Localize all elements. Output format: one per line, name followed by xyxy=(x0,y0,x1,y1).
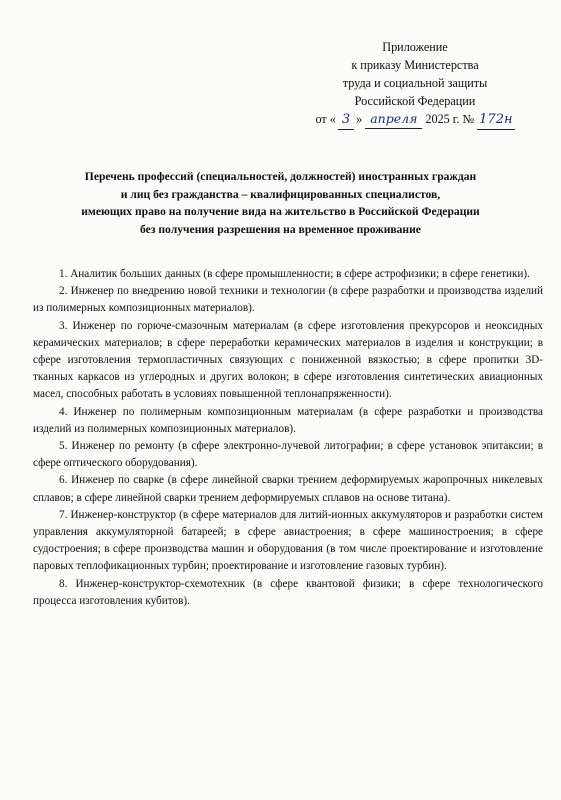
order-number-handwritten: 172н xyxy=(477,111,514,130)
order-date-number-line xyxy=(300,110,530,130)
list-item: 3. Инженер по горюче-смазочным материалам (в сфере изготовления прекурсоров и неоксидных керамических материалов; в сфере переработки керамических материалов в изделия и конструкции; в сфере изготовления термопластичных связующих с пониженной вязкостью; в сфере пропитки 3D-тканных каркасов из углеродных и других волокон; в сфере изготовления синтетических авиационных масел, способных работать в условиях повышенной теплонапряженности). xyxy=(33,319,543,401)
order-prefix: от « xyxy=(315,112,336,126)
list-item: 4. Инженер по полимерным композиционным материалам (в сфере разработки и производства изделий из полимерных композиционных материалов). xyxy=(33,405,543,435)
list-item: 5. Инженер по ремонту (в сфере электронно-лучевой литографии; в сфере установок эпитаксии; в сфере оптического оборудования). xyxy=(33,440,543,470)
list-item: 2. Инженер по внедрению новой техники и технологии (в сфере разработки и производства изделий из полимерных композиционных материалов). xyxy=(33,285,543,315)
list-item: 8. Инженер-конструктор-схемотехник (в сфере квантовой физики; в сфере технологического процесса изготовления кубитов). xyxy=(33,577,543,607)
order-year-text: 2025 г. № xyxy=(425,112,475,126)
appendix-header xyxy=(300,38,530,130)
order-day-handwritten: 3 xyxy=(338,111,354,130)
title-line-4: без получения разрешения на временное проживание xyxy=(140,222,421,236)
appendix-line-3: труда и социальной защиты xyxy=(342,76,488,90)
list-item: 6. Инженер по сварке (в сфере линейной сварки трением деформируемых жаропрочных никелевых сплавов; в сфере линейной сварки трением деформируемых сплавов на основе титана). xyxy=(33,474,543,504)
title-line-2: и лиц без гражданства – квалифицированных специалистов, xyxy=(120,187,441,201)
appendix-line-1: Приложение xyxy=(382,40,448,54)
list-item: 1. Аналитик больших данных (в сфере промышленности; в сфере астрофизики; в сфере генетики). xyxy=(59,268,530,280)
order-quote-close: » xyxy=(356,112,363,126)
order-month-handwritten: апреля xyxy=(365,110,422,129)
list-item: 7. Инженер-конструктор (в сфере материалов для литий-ионных аккумуляторов и разработки систем управления аккумуляторной батареей; в сфере авиастроения; в сфере машиностроения; в сфере судостроения; в сфере производства машин и оборудования (в том числе проектирование и изготовление паровых теплофикационных турбин; проектирование и изготовление газовых турбин). xyxy=(33,508,543,573)
title-line-3: имеющих право на получение вида на жительство в Российской Федерации xyxy=(81,205,480,218)
document-title xyxy=(28,168,533,238)
title-line-1: Перечень профессий (специальностей, должностей) иностранных граждан xyxy=(84,170,477,183)
appendix-line-4: Российской Федерации xyxy=(354,94,476,108)
profession-list xyxy=(33,266,543,610)
appendix-line-2: к приказу Министерства xyxy=(351,58,479,72)
